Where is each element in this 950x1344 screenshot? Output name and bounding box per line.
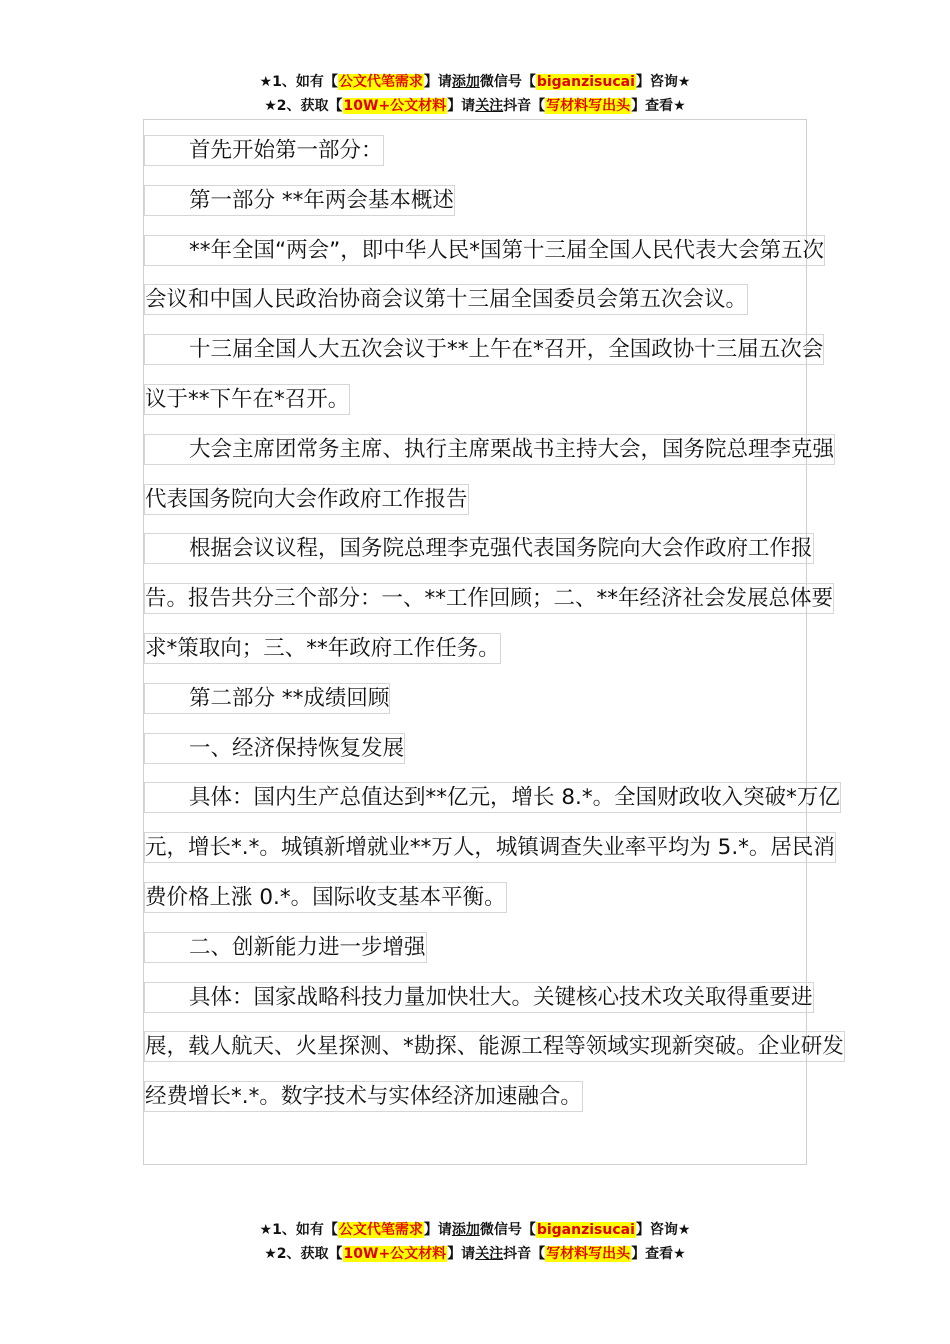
paragraph: 具体：国家战略科技力量加快壮大。关键核心技术攻关取得重要进展，载人航天、火星探测、*勘探、能源工程等领域实现新突破。企业研发经费增长*.*。数字技术与实体经济加速融合。: [144, 973, 844, 1122]
banner-line-2: ★2、获取【10W+公文材料】请关注抖音【写材料写出头】查看★: [264, 1246, 686, 1262]
highlight-materials: 10W+公文材料: [343, 1246, 447, 1262]
footer-banner: [0, 1218, 950, 1266]
document-body: [144, 126, 844, 1122]
banner-line-2: ★2、获取【10W+公文材料】请关注抖音【写材料写出头】查看★: [264, 98, 686, 114]
subsection-heading: 一、经济保持恢复发展: [144, 724, 844, 774]
subsection-heading: 二、创新能力进一步增强: [144, 923, 844, 973]
highlight-materials: 10W+公文材料: [343, 98, 447, 114]
section-heading: 第二部分 **成绩回顾: [144, 674, 844, 724]
header-banner: [0, 70, 950, 118]
highlight-service: 公文代笔需求: [338, 74, 423, 90]
highlight-douyin: 写材料写出头: [546, 1246, 631, 1262]
paragraph: **年全国“两会”，即中华人民*国第十三届全国人民代表大会第五次会议和中国人民政治协商会议第十三届全国委员会第五次会议。: [144, 226, 844, 326]
paragraph: 具体：国内生产总值达到**亿元，增长 8.*。全国财政收入突破*万亿元，增长*.*。城镇新增就业**万人，城镇调查失业率平均为 5.*。居民消费价格上涨 0.*。国际收支基本平衡。: [144, 773, 844, 922]
paragraph: 首先开始第一部分：: [144, 126, 844, 176]
highlight-wechat-id: biganzisucai: [536, 1222, 635, 1238]
highlight-wechat-id: biganzisucai: [536, 74, 635, 90]
banner-line-1: ★1、如有【公文代笔需求】请添加微信号【biganzisucai】咨询★: [259, 74, 691, 90]
paragraph: 大会主席团常务主席、执行主席栗战书主持大会，国务院总理李克强代表国务院向大会作政府工作报告: [144, 425, 844, 525]
paragraph: 十三届全国人大五次会议于**上午在*召开，全国政协十三届五次会议于**下午在*召开。: [144, 325, 844, 425]
highlight-douyin: 写材料写出头: [546, 98, 631, 114]
highlight-service: 公文代笔需求: [338, 1222, 423, 1238]
section-heading: 第一部分 **年两会基本概述: [144, 176, 844, 226]
paragraph: 根据会议议程，国务院总理李克强代表国务院向大会作政府工作报告。报告共分三个部分：一、**工作回顾；二、**年经济社会发展总体要求*策取向；三、**年政府工作任务。: [144, 524, 844, 673]
banner-line-1: ★1、如有【公文代笔需求】请添加微信号【biganzisucai】咨询★: [259, 1222, 691, 1238]
